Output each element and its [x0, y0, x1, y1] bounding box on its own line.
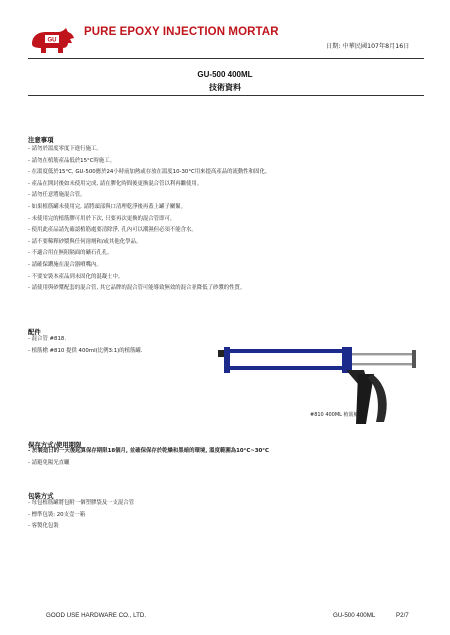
list-item: - 標準包裝: 20支壹一箱: [28, 511, 86, 518]
list-item: - 植筋槍 #810 提供 400ml(比例3:1)的植筋罐.: [28, 347, 143, 354]
product-code: GU-500 400ML: [197, 70, 253, 79]
list-item: - 請使用與砂漿配套的混合管, 其它品牌的混合管可能導致無效的混合並降低了砂漿的性質。: [28, 285, 246, 292]
accessories-list: [28, 334, 143, 357]
svg-text:GU: GU: [47, 37, 57, 44]
list-item: - 客製化包裝: [28, 523, 59, 530]
list-item: - 每包植筋罐將包附一個塑膠袋及一支混合管: [28, 500, 135, 506]
list-item: - 不要安裝本產品到未固化的混凝土中。: [28, 273, 124, 280]
list-item: - 混合管 #818.: [28, 336, 67, 342]
rhino-logo-icon: [28, 26, 78, 56]
list-item: - 未使用完的植筋膠可用於下次, 只要再次更換的混合管即可。: [28, 215, 176, 222]
accessories-heading: 配件: [28, 328, 41, 336]
storage-list: [28, 446, 269, 469]
packaging-heading: 包裝方式: [28, 492, 54, 500]
notes-list: [28, 144, 270, 295]
list-item: - 於製造日的一天後起算保存期限18個月, 並確保保存於乾燥和黑暗的環境, 溫度範圍為10°C~30°C: [28, 448, 269, 454]
document-date: 日期: 中華民國107年8月16日: [326, 43, 410, 50]
footer-page-number: P2/7: [396, 612, 409, 619]
image-caption: #810 400ML 植筋槍: [310, 412, 359, 418]
list-item: - 請不要稀釋砂漿與任何溶劑和/或其他化學品。: [28, 238, 142, 245]
storage-heading: 保存方式/使用期限: [28, 441, 82, 449]
document-subtitle: 技術資料: [209, 83, 241, 92]
list-item: - 如果植筋罐未使用完, 請將頭部與口清理乾淨後再蓋上罐子關緊。: [28, 203, 187, 210]
list-item: - 請確保鑽施在混合器噴嘴內。: [28, 261, 102, 268]
list-item: - 在溫度低於15°C, GU-500應於24小時前加熱或存放在溫度10-30°C用來提高產品的流動性和固化。: [28, 169, 271, 176]
list-item: - 請避免陽光直曬: [28, 459, 70, 466]
list-item: - 請勿任意將施混合管。: [28, 192, 86, 199]
packaging-list: [28, 498, 134, 533]
header-divider: [28, 58, 424, 59]
list-item: - 產品在開封後如未使用完成, 請在膠化時間後更換混合管以利再繼使用。: [28, 180, 203, 187]
brand-title: PURE EPOXY INJECTION MORTAR: [84, 26, 279, 38]
list-item: - 請勿在植筋產品低於15°C時施工。: [28, 157, 116, 164]
footer-company: GOOD USE HARDWARE CO., LTD.: [46, 612, 147, 619]
list-item: - 不適合用在無阻隔面的礦石孔孔。: [28, 250, 113, 257]
list-item: - 請勿於溫度零度下進行施工。: [28, 146, 102, 152]
footer-product: GU-500 400ML: [333, 612, 376, 619]
list-item: - 使用此產品請先確認植筋處要清除淨, 孔內可以潮濕但必須不能含水。: [28, 227, 197, 234]
notes-heading: 注意事項: [28, 136, 54, 144]
title-divider: [28, 95, 424, 96]
